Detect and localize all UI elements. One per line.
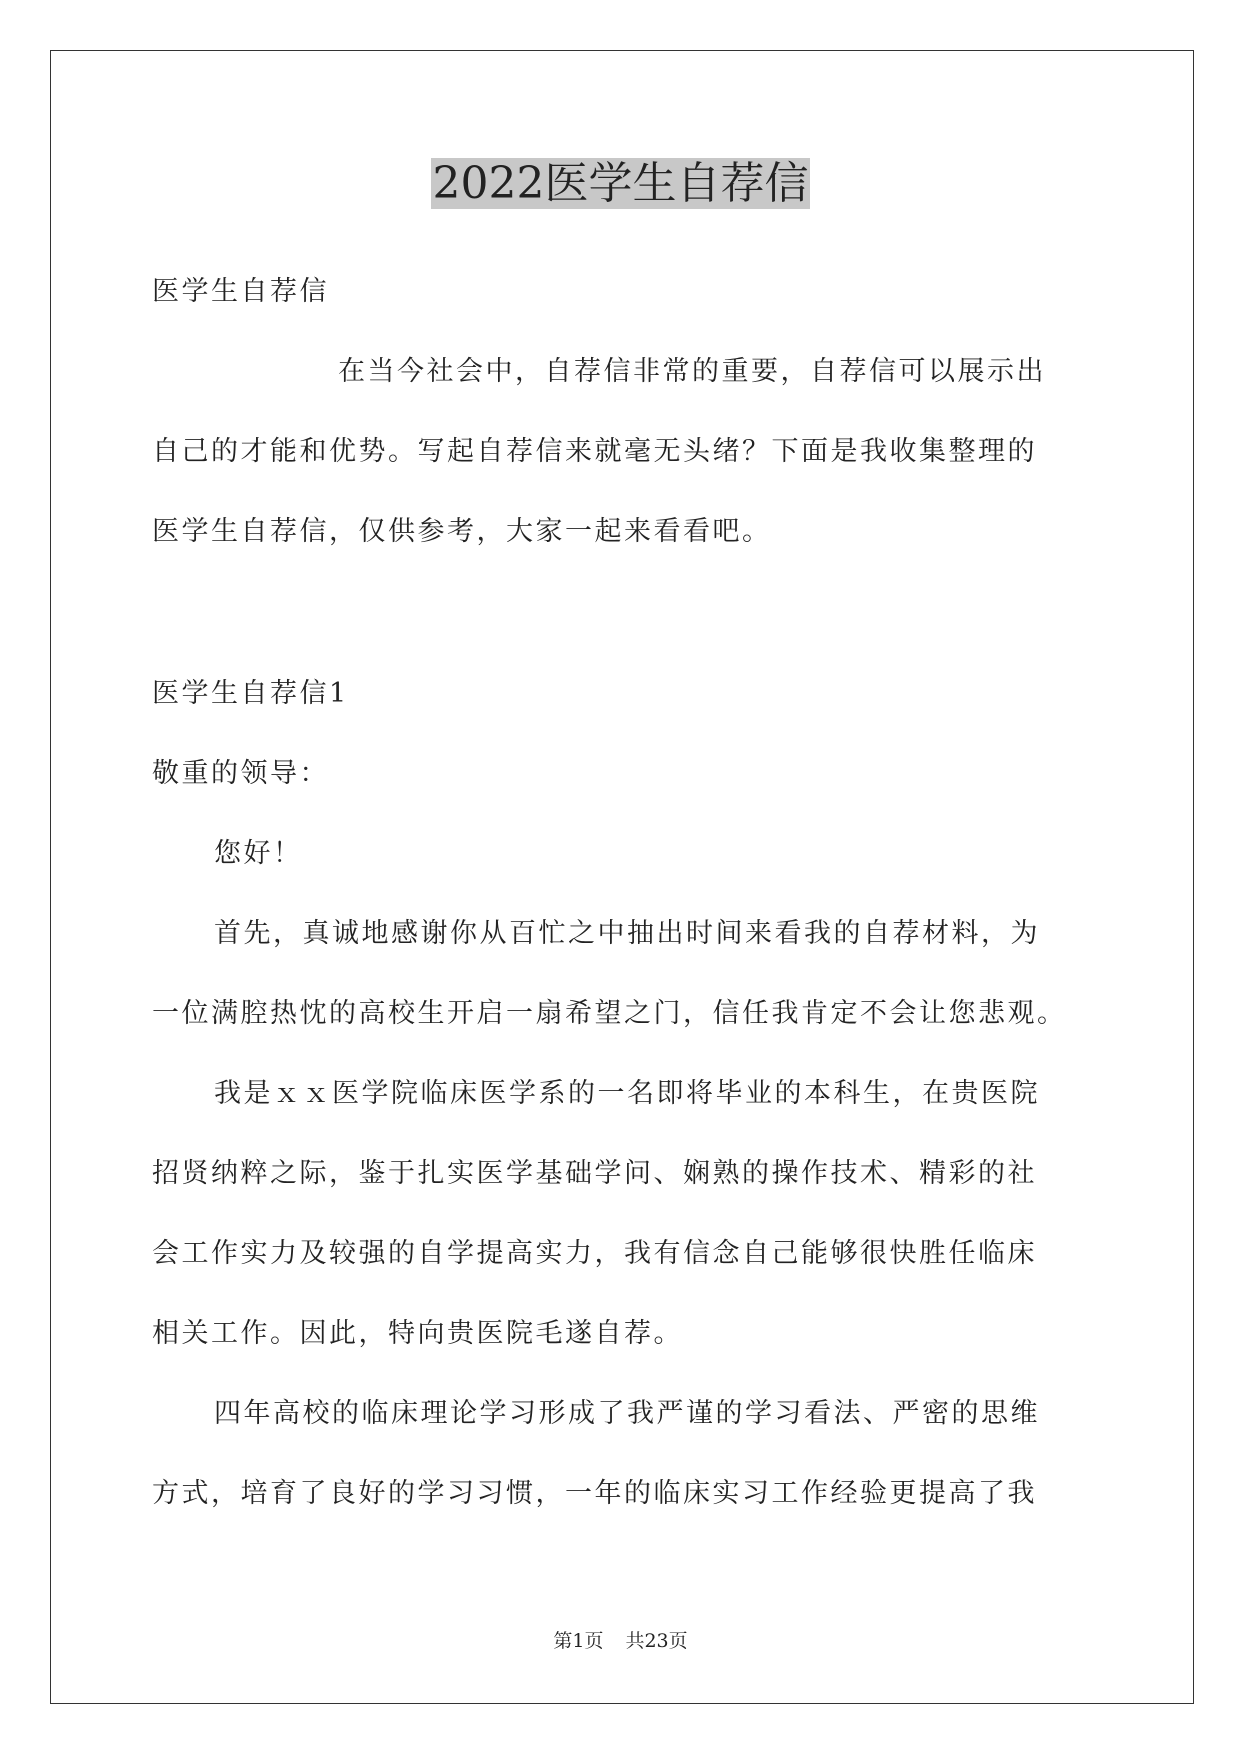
body-line-1: 首先，真诚地感谢你从百忙之中抽出时间来看我的自荐材料，为 xyxy=(214,918,1040,949)
section-heading: 医学生自荐信1 xyxy=(152,678,349,709)
salutation-line: 敬重的领导： xyxy=(152,758,329,789)
body-line-3: 我是ｘｘ医学院临床医学系的一名即将毕业的本科生，在贵医院 xyxy=(214,1078,1040,1109)
intro-line-3: 医学生自荐信，仅供参考，大家一起来看看吧。 xyxy=(152,516,772,547)
subtitle-line: 医学生自荐信 xyxy=(152,276,329,307)
body-line-4: 招贤纳粹之际，鉴于扎实医学基础学问、娴熟的操作技术、精彩的社 xyxy=(152,1158,1037,1189)
greeting-line: 您好！ xyxy=(214,838,303,869)
page-number: 第1页 xyxy=(553,1630,604,1652)
intro-line-2: 自己的才能和优势。写起自荐信来就毫无头绪？下面是我收集整理的 xyxy=(152,436,1037,467)
document-title xyxy=(0,156,1241,212)
body-line-7: 四年高校的临床理论学习形成了我严谨的学习看法、严密的思维 xyxy=(214,1398,1040,1429)
body-line-6: 相关工作。因此，特向贵医院毛遂自荐。 xyxy=(152,1318,683,1349)
intro-line-1: 在当今社会中，自荐信非常的重要，自荐信可以展示出 xyxy=(338,356,1046,387)
body-line-2: 一位满腔热忱的高校生开启一扇希望之门，信任我肯定不会让您悲观。 xyxy=(152,998,1067,1029)
page-total: 共23页 xyxy=(625,1630,688,1652)
body-line-5: 会工作实力及较强的自学提高实力，我有信念自己能够很快胜任临床 xyxy=(152,1238,1037,1269)
document-title-text: 2022医学生自荐信 xyxy=(432,158,809,209)
page-footer xyxy=(0,1628,1241,1654)
body-line-8: 方式，培育了良好的学习习惯，一年的临床实习工作经验更提高了我 xyxy=(152,1478,1037,1509)
